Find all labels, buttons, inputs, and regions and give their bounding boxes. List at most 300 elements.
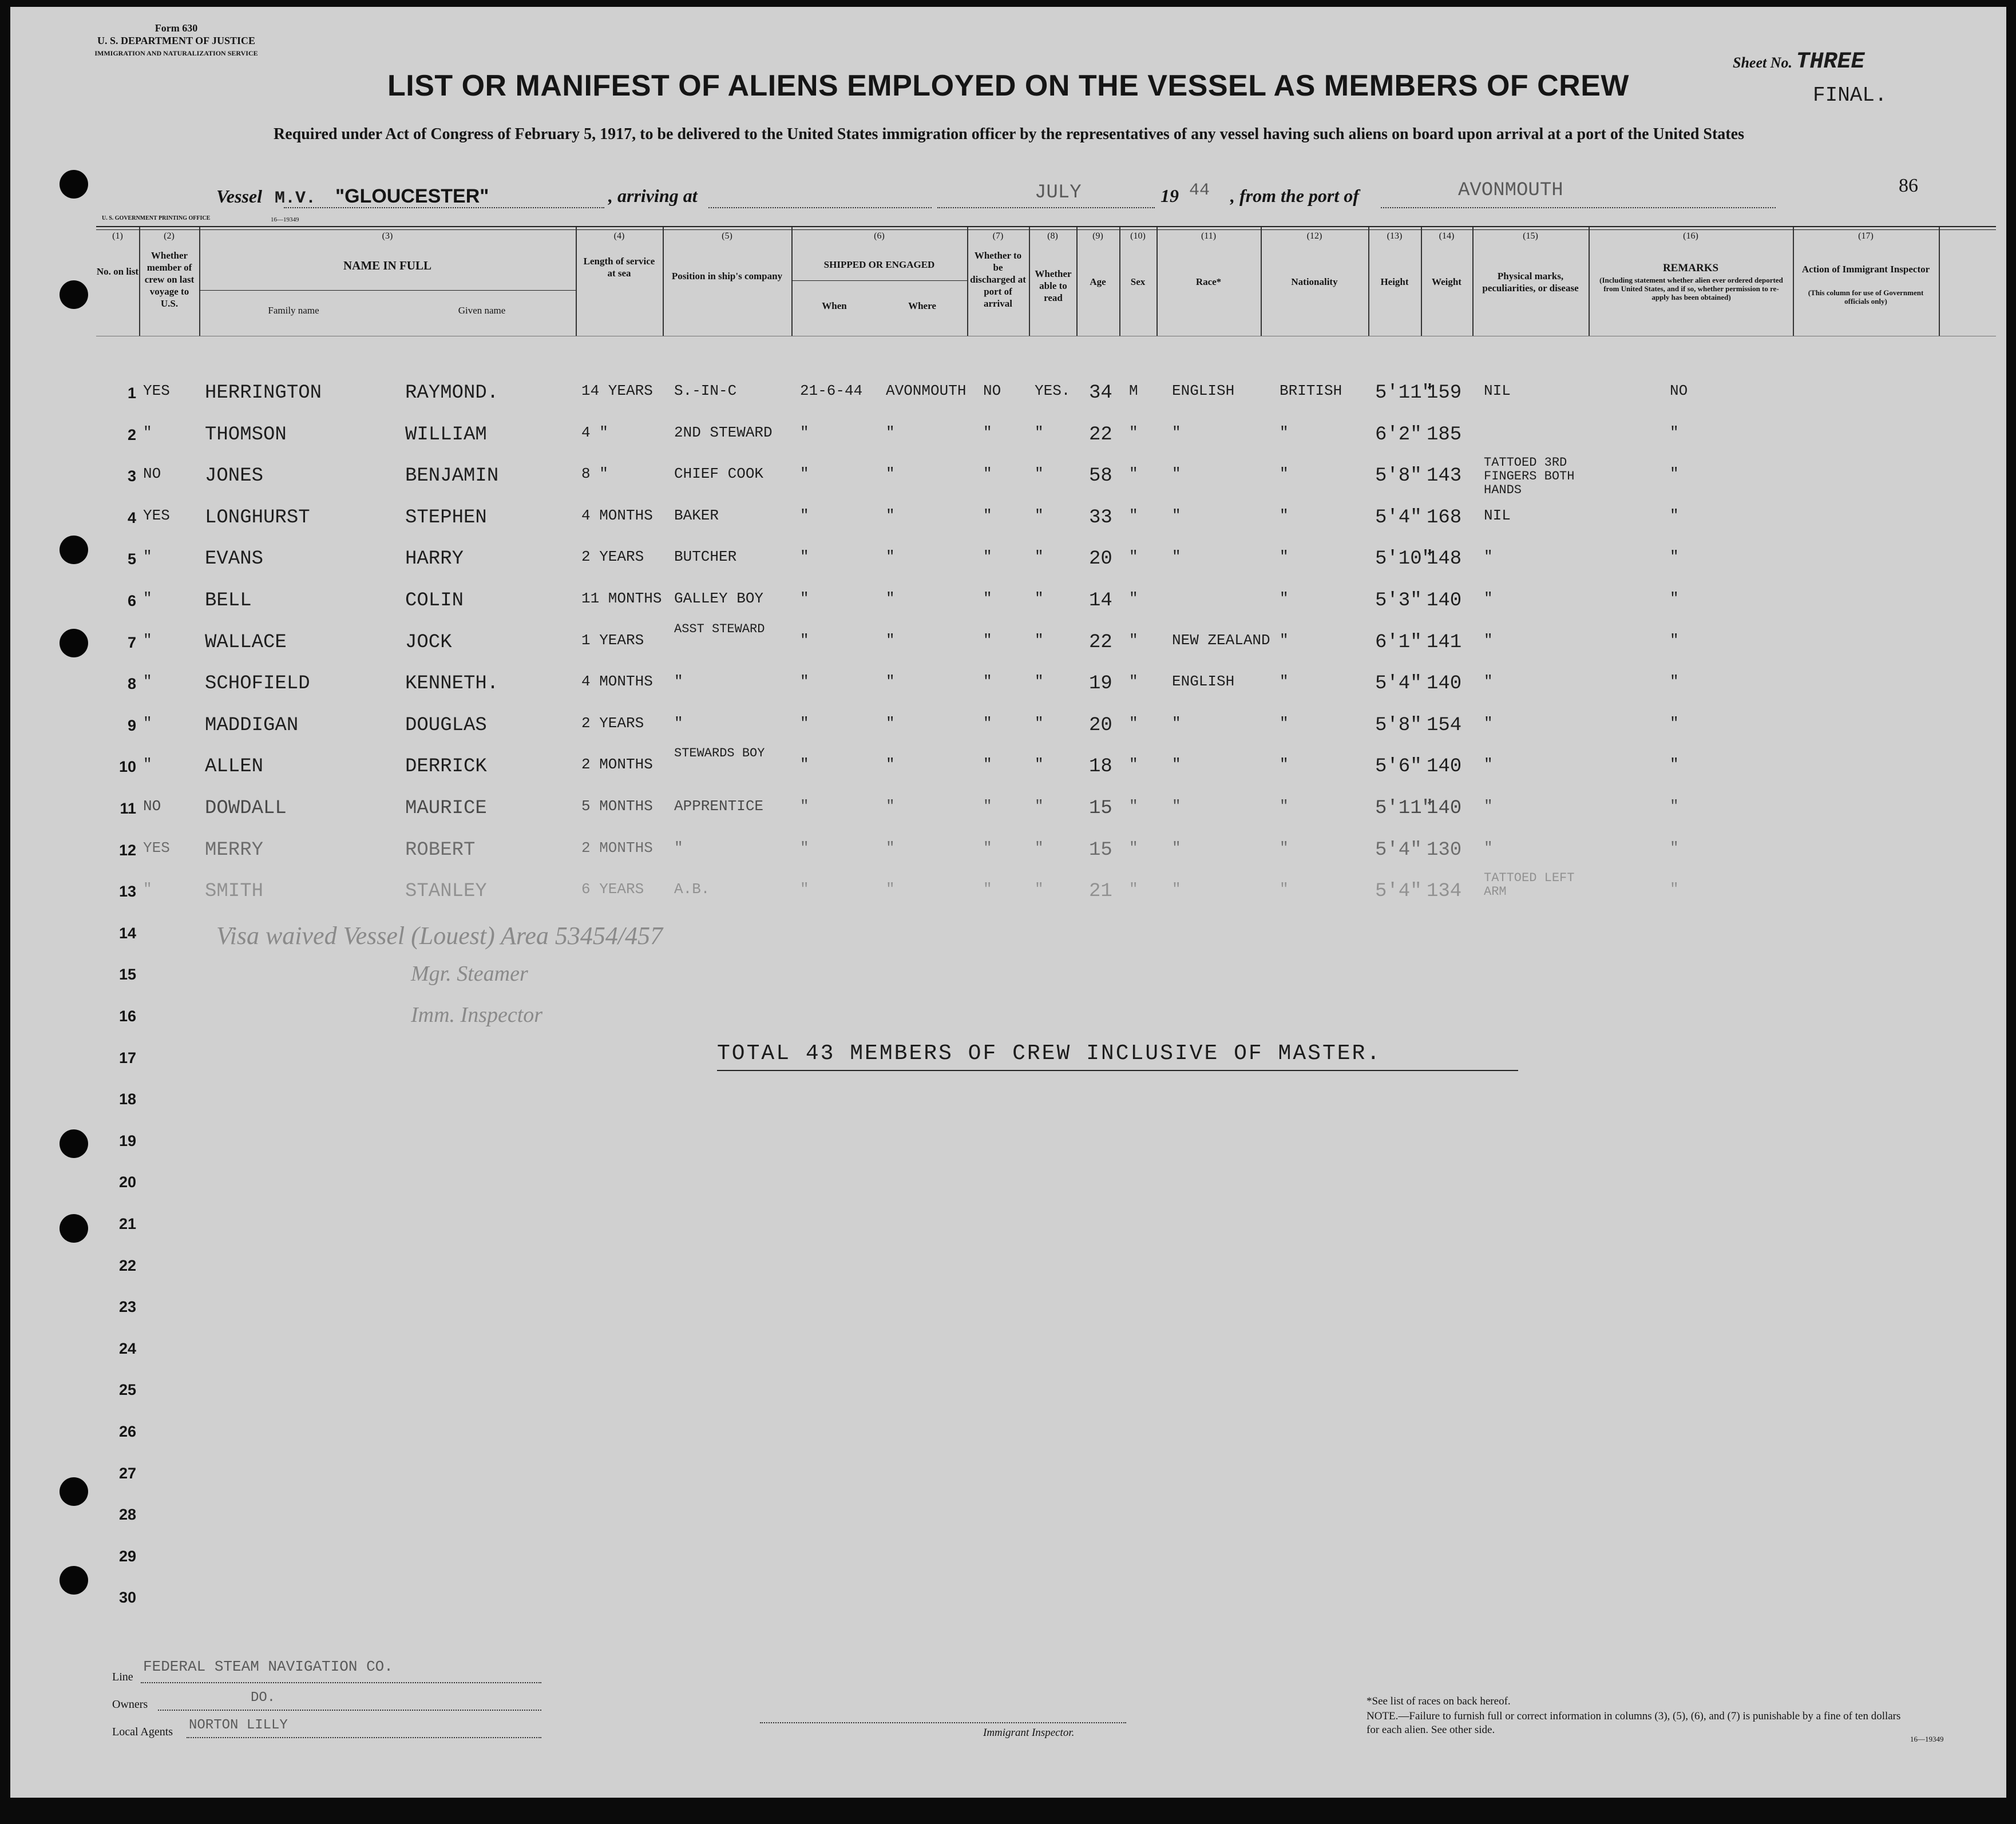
cell-remarks: " xyxy=(1670,756,1679,774)
cell-age: 15 xyxy=(1089,798,1112,819)
cell-nationality: BRITISH xyxy=(1280,382,1342,399)
binder-hole xyxy=(60,1566,88,1595)
cell-discharged: " xyxy=(983,548,992,566)
cell-nationality: " xyxy=(1280,548,1289,566)
cell-where: " xyxy=(886,590,895,607)
cell-discharged: " xyxy=(983,756,992,774)
cell-race: " xyxy=(1172,423,1181,441)
cell-family-name: BELL xyxy=(205,590,252,612)
cell-race: ENGLISH xyxy=(1172,673,1235,691)
cell-sex: " xyxy=(1129,798,1138,815)
inspector-signature-label: Immigrant Inspector. xyxy=(983,1727,1075,1739)
cell-position: GALLEY BOY xyxy=(674,590,764,607)
cell-read: " xyxy=(1035,423,1044,441)
binder-hole xyxy=(60,629,88,657)
col-head-remarks-note: (Including statement whether alien ever ordered deported from United States, and if so, whether permission to re-apply has been obtained) xyxy=(1599,276,1783,302)
cell-service: 1 YEARS xyxy=(581,631,644,649)
row-number: 21 xyxy=(118,1215,136,1232)
cell-nationality: " xyxy=(1280,506,1289,524)
cell-when: 21-6-44 xyxy=(800,382,863,399)
arriving-label: , arriving at xyxy=(608,185,698,206)
cell-service: 6 YEARS xyxy=(581,881,644,898)
col-num-4: (4) xyxy=(613,231,625,241)
row-number: 5 xyxy=(127,550,136,568)
cell-position: A.B. xyxy=(674,881,710,898)
col-num-12: (12) xyxy=(1306,231,1322,241)
cell-last-voyage: " xyxy=(143,756,152,774)
cell-remarks: " xyxy=(1670,631,1679,649)
cell-height: 5'11" xyxy=(1375,798,1434,819)
page-subtitle: Required under Act of Congress of February 5, 1917, to be delivered to the United States immigration officer by the representatives of any vessel having such aliens on board upon arrival at a port of the United States xyxy=(274,125,1744,143)
cell-read: " xyxy=(1035,798,1044,815)
cell-sex: " xyxy=(1129,506,1138,524)
col-head-nationality: Nationality xyxy=(1291,276,1338,287)
vessel-label: Vessel xyxy=(216,186,262,207)
cell-remarks: " xyxy=(1670,798,1679,815)
cell-where: " xyxy=(886,548,895,566)
cell-where: " xyxy=(886,673,895,691)
cell-where: " xyxy=(886,423,895,441)
cell-given-name: STEPHEN xyxy=(405,506,487,529)
cell-given-name: STANLEY xyxy=(405,881,487,903)
cell-read: " xyxy=(1035,506,1044,524)
cell-nationality: " xyxy=(1280,881,1289,898)
cell-physical-marks: TATTOED 3RD FINGERS BOTH HANDS xyxy=(1484,455,1575,498)
row-number: 22 xyxy=(118,1256,136,1274)
cell-age: 15 xyxy=(1089,839,1112,861)
cell-discharged: " xyxy=(983,714,992,732)
cell-given-name: JOCK xyxy=(405,631,452,653)
row-number: 7 xyxy=(127,633,136,651)
binder-hole xyxy=(60,1477,88,1506)
cell-physical-marks: " xyxy=(1484,798,1493,815)
cell-last-voyage: " xyxy=(143,423,152,441)
cell-where: " xyxy=(886,506,895,524)
cell-discharged: " xyxy=(983,881,992,898)
cell-position: 2ND STEWARD xyxy=(674,423,773,441)
col-num-1: (1) xyxy=(112,231,123,241)
row-number: 16 xyxy=(118,1008,136,1025)
cell-family-name: SMITH xyxy=(205,881,264,903)
cell-remarks: " xyxy=(1670,590,1679,607)
cell-when: " xyxy=(800,590,809,607)
cell-position: APPRENTICE xyxy=(674,798,764,815)
cell-read: " xyxy=(1035,631,1044,649)
from-port-label: , from the port of xyxy=(1230,185,1359,206)
cell-where: " xyxy=(886,631,895,649)
cell-discharged: " xyxy=(983,423,992,441)
form-code-top: 16—19349 xyxy=(271,216,299,223)
col-head-when: When xyxy=(822,300,847,311)
cell-remarks: " xyxy=(1670,465,1679,483)
cell-given-name: DOUGLAS xyxy=(405,714,487,736)
cell-nationality: " xyxy=(1280,423,1289,441)
cell-race: NEW ZEALAND xyxy=(1172,631,1270,649)
cell-age: 58 xyxy=(1089,465,1112,487)
cell-last-voyage: " xyxy=(143,673,152,691)
binder-hole xyxy=(60,280,88,309)
cell-position: S.-IN-C xyxy=(674,382,737,399)
col-head-discharged: Whether to be discharged at port of arrival xyxy=(970,250,1026,309)
binder-hole xyxy=(60,1214,88,1243)
cell-discharged: " xyxy=(983,798,992,815)
cell-where: " xyxy=(886,714,895,732)
cell-height: 5'11" xyxy=(1375,382,1434,404)
owners-value: DO. xyxy=(251,1690,276,1706)
cell-read: " xyxy=(1035,673,1044,691)
cell-read: " xyxy=(1035,465,1044,483)
owners-label: Owners xyxy=(112,1698,148,1711)
cell-read: " xyxy=(1035,714,1044,732)
cell-given-name: WILLIAM xyxy=(405,423,487,446)
cell-nationality: " xyxy=(1280,673,1289,691)
cell-remarks: " xyxy=(1670,881,1679,898)
cell-remarks: " xyxy=(1670,506,1679,524)
cell-sex: " xyxy=(1129,839,1138,857)
cell-position: ASST STEWARD xyxy=(674,621,765,636)
col-head-position: Position in ship's company xyxy=(671,271,783,281)
cell-sex: " xyxy=(1129,756,1138,774)
cell-weight: 140 xyxy=(1427,590,1462,612)
cell-discharged: " xyxy=(983,839,992,857)
row-number: 1 xyxy=(127,384,136,402)
cell-height: 5'6" xyxy=(1375,756,1422,778)
cell-age: 14 xyxy=(1089,590,1112,612)
cell-sex: M xyxy=(1129,382,1138,399)
col-head-last-voyage: Whether member of crew on last voyage to U.S. xyxy=(144,250,195,309)
cell-remarks: " xyxy=(1670,673,1679,691)
col-num-13: (13) xyxy=(1387,231,1403,241)
cell-weight: 168 xyxy=(1427,506,1462,529)
cell-last-voyage: YES xyxy=(143,506,170,524)
cell-service: 8 " xyxy=(581,465,608,483)
cell-physical-marks: NIL xyxy=(1484,382,1511,399)
cell-discharged: " xyxy=(983,590,992,607)
cell-position: BUTCHER xyxy=(674,548,737,566)
col-head-name: NAME IN FULL xyxy=(343,259,431,272)
cell-service: 4 MONTHS xyxy=(581,673,653,691)
cell-physical-marks: NIL xyxy=(1484,506,1511,524)
row-number: 24 xyxy=(118,1339,136,1357)
cell-given-name: KENNETH. xyxy=(405,673,499,695)
cell-age: 22 xyxy=(1089,423,1112,446)
col-num-14: (14) xyxy=(1439,231,1455,241)
cell-service: 14 YEARS xyxy=(581,382,653,399)
cell-age: 20 xyxy=(1089,714,1112,736)
cell-when: " xyxy=(800,798,809,815)
year-prefix: 19 xyxy=(1161,185,1179,206)
col-num-11: (11) xyxy=(1201,231,1217,241)
cell-last-voyage: YES xyxy=(143,382,170,399)
cell-weight: 159 xyxy=(1427,382,1462,404)
cell-position: STEWARDS BOY xyxy=(674,746,765,761)
form-identifier xyxy=(90,22,262,60)
cell-nationality: " xyxy=(1280,714,1289,732)
cell-read: " xyxy=(1035,590,1044,607)
agents-label: Local Agents xyxy=(112,1726,173,1738)
cell-service: 4 " xyxy=(581,423,608,441)
row-number: 19 xyxy=(118,1132,136,1149)
row-number: 23 xyxy=(118,1298,136,1316)
cell-where: " xyxy=(886,881,895,898)
cell-race: " xyxy=(1172,756,1181,774)
signature-inspector: Imm. Inspector xyxy=(411,1003,543,1027)
year-suffix: 44 xyxy=(1189,181,1210,200)
cell-service: 2 YEARS xyxy=(581,548,644,566)
cell-nationality: " xyxy=(1280,631,1289,649)
cell-age: 34 xyxy=(1089,382,1112,404)
cell-discharged: " xyxy=(983,631,992,649)
cell-last-voyage: NO xyxy=(143,798,161,815)
vessel-name: "GLOUCESTER" xyxy=(335,185,489,207)
row-number: 17 xyxy=(118,1049,136,1066)
col-head-remarks: REMARKS xyxy=(1662,262,1719,274)
cell-physical-marks: " xyxy=(1484,756,1493,774)
cell-remarks: " xyxy=(1670,423,1679,441)
col-num-17: (17) xyxy=(1858,231,1874,241)
row-number: 6 xyxy=(127,592,136,609)
cell-height: 6'2" xyxy=(1375,423,1422,446)
row-number: 18 xyxy=(118,1091,136,1108)
cell-race: ENGLISH xyxy=(1172,382,1235,399)
cell-height: 5'8" xyxy=(1375,714,1422,736)
signature-steamer: Mgr. Steamer xyxy=(411,962,528,986)
cell-race: " xyxy=(1172,465,1181,483)
cell-read: YES. xyxy=(1035,382,1071,399)
cell-where: " xyxy=(886,798,895,815)
cell-nationality: " xyxy=(1280,465,1289,483)
cell-height: 5'3" xyxy=(1375,590,1422,612)
cell-last-voyage: " xyxy=(143,631,152,649)
cell-given-name: COLIN xyxy=(405,590,464,612)
row-number: 30 xyxy=(118,1589,136,1607)
cell-weight: 140 xyxy=(1427,798,1462,819)
cell-family-name: LONGHURST xyxy=(205,506,310,529)
cell-sex: " xyxy=(1129,548,1138,566)
cell-sex: " xyxy=(1129,465,1138,483)
port-name: AVONMOUTH xyxy=(1458,180,1563,201)
cell-service: 2 YEARS xyxy=(581,714,644,732)
row-number: 8 xyxy=(127,675,136,693)
sheet-label: Sheet No. xyxy=(1733,54,1792,71)
row-number: 29 xyxy=(118,1547,136,1565)
col-head-where: Where xyxy=(908,300,936,311)
line-value: FEDERAL STEAM NAVIGATION CO. xyxy=(143,1658,393,1675)
cell-remarks: NO xyxy=(1670,382,1688,399)
cell-last-voyage: YES xyxy=(143,839,170,857)
cell-where: " xyxy=(886,839,895,857)
cell-service: 2 MONTHS xyxy=(581,839,653,857)
cell-given-name: RAYMOND. xyxy=(405,382,499,404)
form-code-bottom: 16—19349 xyxy=(1910,1735,1944,1743)
cell-weight: 140 xyxy=(1427,673,1462,695)
cell-where: " xyxy=(886,465,895,483)
cell-nationality: " xyxy=(1280,798,1289,815)
cell-remarks: " xyxy=(1670,548,1679,566)
cell-when: " xyxy=(800,631,809,649)
row-number: 28 xyxy=(118,1506,136,1524)
cell-last-voyage: " xyxy=(143,714,152,732)
cell-service: 11 MONTHS xyxy=(581,590,662,607)
cell-family-name: JONES xyxy=(205,465,264,487)
cell-service: 2 MONTHS xyxy=(581,756,653,774)
cell-service: 4 MONTHS xyxy=(581,506,653,524)
cell-weight: 154 xyxy=(1427,714,1462,736)
cell-last-voyage: " xyxy=(143,548,152,566)
cell-race: " xyxy=(1172,506,1181,524)
cell-family-name: DOWDALL xyxy=(205,798,287,819)
page-number: 86 xyxy=(1899,175,1918,196)
cell-family-name: MERRY xyxy=(205,839,264,861)
cell-height: 5'4" xyxy=(1375,839,1422,861)
row-number: 9 xyxy=(127,716,136,734)
fine-note: NOTE.—Failure to furnish full or correct information in columns (3), (5), (6), and (7) is punishable by a fine of ten dollars for each alien. See other side. xyxy=(1367,1710,1901,1736)
col-head-service: Length of service at sea xyxy=(583,256,655,279)
cell-weight: 148 xyxy=(1427,548,1462,570)
cell-read: " xyxy=(1035,881,1044,898)
cell-weight: 130 xyxy=(1427,839,1462,861)
cell-age: 19 xyxy=(1089,673,1112,695)
cell-nationality: " xyxy=(1280,590,1289,607)
cell-age: 22 xyxy=(1089,631,1112,653)
cell-sex: " xyxy=(1129,881,1138,898)
cell-position: " xyxy=(674,673,683,691)
cell-age: 33 xyxy=(1089,506,1112,529)
col-head-age: Age xyxy=(1090,276,1106,287)
cell-sex: " xyxy=(1129,631,1138,649)
row-number: 4 xyxy=(127,509,136,526)
cell-sex: " xyxy=(1129,423,1138,441)
row-number: 12 xyxy=(118,841,136,859)
vessel-line xyxy=(216,185,489,208)
col-head-weight: Weight xyxy=(1432,276,1461,287)
cell-physical-marks: " xyxy=(1484,714,1493,732)
vessel-prefix: M.V. xyxy=(275,189,316,208)
cell-physical-marks: " xyxy=(1484,548,1493,566)
col-num-9: (9) xyxy=(1092,231,1103,241)
cell-given-name: DERRICK xyxy=(405,756,487,778)
row-number: 26 xyxy=(118,1423,136,1440)
row-number: 14 xyxy=(118,924,136,942)
cell-family-name: MADDIGAN xyxy=(205,714,299,736)
cell-when: " xyxy=(800,423,809,441)
cell-position: CHIEF COOK xyxy=(674,465,764,483)
cell-when: " xyxy=(800,756,809,774)
cell-weight: 140 xyxy=(1427,756,1462,778)
cell-position: " xyxy=(674,714,683,732)
cell-height: 5'10" xyxy=(1375,548,1434,570)
line-label: Line xyxy=(112,1671,133,1683)
cell-nationality: " xyxy=(1280,756,1289,774)
sheet-value: THREE xyxy=(1796,49,1865,75)
cell-family-name: WALLACE xyxy=(205,631,287,653)
col-head-race: Race* xyxy=(1195,276,1222,287)
row-number: 13 xyxy=(118,883,136,901)
col-num-6: (6) xyxy=(874,231,885,241)
col-num-8: (8) xyxy=(1047,231,1058,241)
col-head-shipped: SHIPPED OR ENGAGED xyxy=(823,259,935,270)
cell-last-voyage: " xyxy=(143,881,152,898)
cell-when: " xyxy=(800,465,809,483)
cell-when: " xyxy=(800,548,809,566)
cell-race: " xyxy=(1172,798,1181,815)
cell-discharged: " xyxy=(983,465,992,483)
cell-family-name: ALLEN xyxy=(205,756,264,778)
col-head-physical: Physical marks, peculiarities, or disease xyxy=(1482,271,1579,294)
row-number: 15 xyxy=(118,966,136,984)
row-number: 25 xyxy=(118,1381,136,1399)
agents-value: NORTON LILLY xyxy=(189,1718,288,1733)
cell-sex: " xyxy=(1129,590,1138,607)
col-num-2: (2) xyxy=(164,231,175,241)
cell-given-name: MAURICE xyxy=(405,798,487,819)
cell-physical-marks: " xyxy=(1484,839,1493,857)
manifest-sheet xyxy=(10,7,2006,1798)
col-head-family: Family name xyxy=(268,305,319,316)
col-head-action: Action of Immigrant Inspector xyxy=(1801,264,1930,275)
col-head-sex: Sex xyxy=(1130,276,1146,287)
cell-given-name: BENJAMIN xyxy=(405,465,499,487)
cell-weight: 143 xyxy=(1427,465,1462,487)
row-number: 11 xyxy=(120,800,136,817)
col-num-5: (5) xyxy=(722,231,732,241)
vessel-month: JULY xyxy=(1035,182,1082,204)
total-crew-note: TOTAL 43 MEMBERS OF CREW INCLUSIVE OF MASTER. xyxy=(717,1041,1382,1066)
printing-office: U. S. GOVERNMENT PRINTING OFFICE xyxy=(102,215,211,221)
cell-position: " xyxy=(674,839,683,857)
col-num-7: (7) xyxy=(992,231,1004,241)
cell-remarks: " xyxy=(1670,714,1679,732)
cell-read: " xyxy=(1035,756,1044,774)
cell-height: 5'4" xyxy=(1375,673,1422,695)
cell-where: " xyxy=(886,756,895,774)
cell-when: " xyxy=(800,714,809,732)
cell-family-name: HERRINGTON xyxy=(205,382,322,404)
cell-race: " xyxy=(1172,839,1181,857)
cell-last-voyage: " xyxy=(143,590,152,607)
cell-given-name: ROBERT xyxy=(405,839,476,861)
row-number: 3 xyxy=(127,467,136,485)
col-num-10: (10) xyxy=(1130,231,1146,241)
cell-discharged: NO xyxy=(983,382,1001,399)
col-head-read: Whether able to read xyxy=(1035,268,1072,303)
binder-hole xyxy=(60,1129,88,1158)
cell-when: " xyxy=(800,506,809,524)
cell-physical-marks: TATTOED LEFT ARM xyxy=(1484,871,1575,899)
cell-read: " xyxy=(1035,839,1044,857)
cell-sex: " xyxy=(1129,673,1138,691)
col-head-given: Given name xyxy=(458,305,506,316)
cell-family-name: THOMSON xyxy=(205,423,287,446)
cell-height: 5'8" xyxy=(1375,465,1422,487)
cell-read: " xyxy=(1035,548,1044,566)
cell-physical-marks: " xyxy=(1484,631,1493,649)
sheet-status: FINAL. xyxy=(1813,84,1887,107)
cell-race: " xyxy=(1172,881,1181,898)
cell-height: 6'1" xyxy=(1375,631,1422,653)
cell-given-name: HARRY xyxy=(405,548,464,570)
cell-weight: 185 xyxy=(1427,423,1462,446)
cell-where: AVONMOUTH xyxy=(886,382,967,399)
form-number: Form 630 xyxy=(155,22,198,34)
race-note: *See list of races on back hereof. xyxy=(1367,1695,1511,1707)
visa-annotation: Visa waived Vessel (Louest) Area 53454/457 xyxy=(216,922,663,950)
department-name: U. S. DEPARTMENT OF JUSTICE xyxy=(97,35,256,46)
row-number: 27 xyxy=(118,1464,136,1482)
cell-family-name: SCHOFIELD xyxy=(205,673,310,695)
cell-when: " xyxy=(800,881,809,898)
cell-age: 18 xyxy=(1089,756,1112,778)
